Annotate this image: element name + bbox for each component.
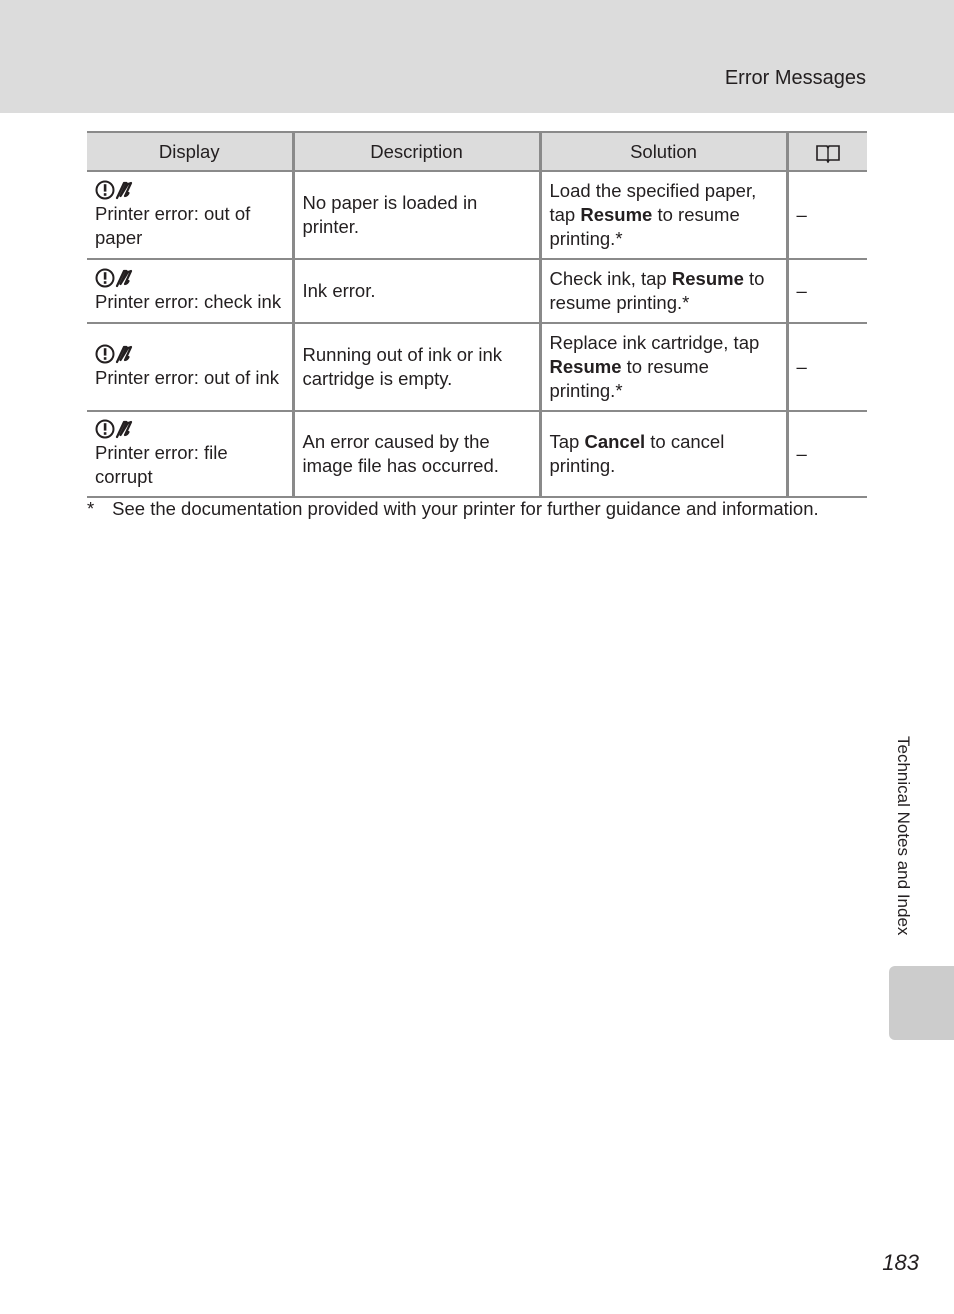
footnote-mark: * (87, 498, 95, 519)
column-header-description: Description (293, 132, 540, 171)
page-number: 183 (882, 1250, 919, 1275)
solution-action-label: Cancel (584, 431, 646, 452)
column-header-solution: Solution (540, 132, 787, 171)
description-cell: No paper is loaded in printer. (293, 171, 540, 259)
solution-text: Check ink, tap (549, 268, 672, 289)
solution-text: to cancel printing. (549, 431, 725, 476)
error-messages-table (87, 131, 867, 498)
printer-error-icon (95, 268, 284, 288)
printer-error-icon (95, 419, 284, 439)
column-header-reference (787, 132, 867, 171)
display-cell (87, 323, 293, 411)
reference-cell: – (787, 259, 867, 323)
solution-text: Replace ink cartridge, tap (549, 332, 760, 353)
printer-error-icon (95, 180, 284, 200)
reference-cell: – (787, 411, 867, 497)
solution-cell (540, 171, 787, 259)
table-row (87, 411, 867, 497)
display-text: Printer error: out of ink (95, 367, 280, 388)
reference-cell: – (787, 171, 867, 259)
description-cell: Running out of ink or ink cartridge is empty. (293, 323, 540, 411)
solution-text: to resume printing.* (549, 204, 740, 249)
side-tab-marker (889, 966, 954, 1040)
table-row (87, 323, 867, 411)
section-title: Error Messages (724, 67, 866, 89)
column-header-display: Display (87, 132, 293, 171)
display-cell (87, 259, 293, 323)
solution-action-label: Resume (671, 268, 744, 289)
solution-cell (540, 259, 787, 323)
solution-cell (540, 411, 787, 497)
solution-text: to resume printing.* (549, 268, 765, 313)
description-cell: Ink error. (293, 259, 540, 323)
solution-cell (540, 323, 787, 411)
footnote-text: See the documentation provided with your printer for further guidance and information. (112, 498, 819, 519)
printer-error-icon (95, 344, 284, 364)
table-row (87, 259, 867, 323)
footnote (87, 497, 887, 521)
solution-text: Load the specified paper, tap (549, 180, 757, 225)
display-text: Printer error: out of paper (95, 203, 251, 248)
side-tab-label: Technical Notes and Index (894, 736, 913, 936)
reference-cell: – (787, 323, 867, 411)
display-cell (87, 411, 293, 497)
table-header-row (87, 132, 867, 171)
book-reference-icon (815, 143, 841, 163)
display-text: Printer error: file corrupt (95, 442, 228, 487)
header-band (0, 0, 954, 113)
solution-text: to resume printing.* (549, 356, 709, 401)
display-cell (87, 171, 293, 259)
display-text: Printer error: check ink (95, 291, 282, 312)
solution-action-label: Resume (580, 204, 653, 225)
solution-text: Tap (549, 431, 585, 452)
solution-action-label: Resume (549, 356, 622, 377)
table-row (87, 171, 867, 259)
description-cell: An error caused by the image file has occurred. (293, 411, 540, 497)
